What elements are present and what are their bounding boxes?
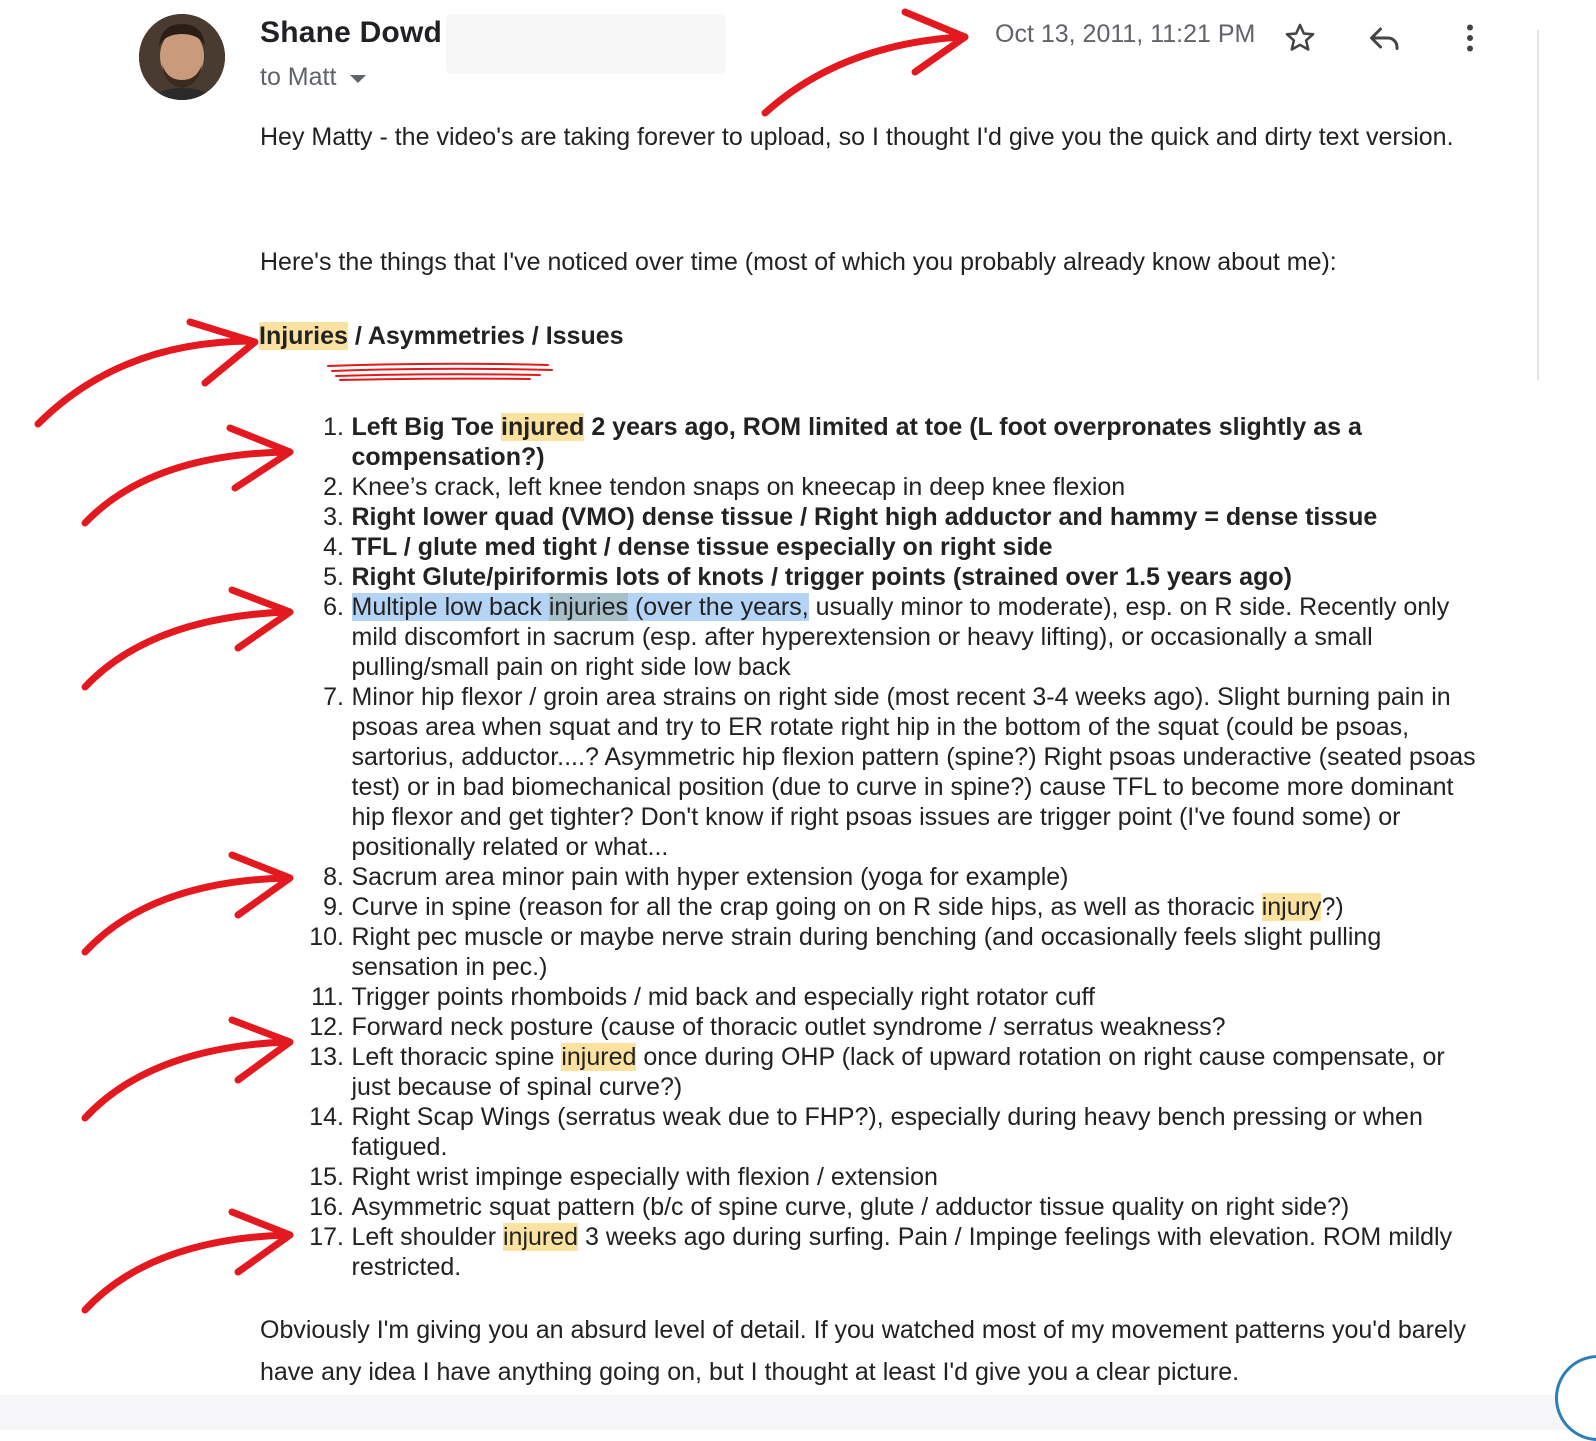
list-item-text: Asymmetric squat pattern (b/c of spine curve, glute / adductor tissue quality on right side?) bbox=[351, 1193, 1350, 1221]
list-item-number: 11. bbox=[311, 983, 344, 1011]
closing-paragraph: Obviously I'm giving you an absurd level of detail. If you watched most of my movement patterns you'd barely have any idea I have anything going on, but I thought at least I'd give you a clear picture. bbox=[260, 1316, 1466, 1386]
list-item-text: Right Scap Wings (serratus weak due to FHP?), especially during heavy bench pressing or when fatigued. bbox=[351, 1103, 1423, 1161]
list-item-text: Right Glute/piriformis lots of knots / trigger points (strained over 1.5 years ago) bbox=[351, 563, 1292, 591]
annotation-arrow-item-6 bbox=[85, 590, 290, 687]
text-segment: ?) bbox=[1321, 893, 1344, 921]
highlighted-term: injured bbox=[503, 1223, 579, 1251]
highlighted-term: injury bbox=[1261, 893, 1322, 921]
selected-text: Multiple low back bbox=[351, 593, 549, 621]
list-item-number: 5. bbox=[323, 563, 344, 591]
list-item-number: 12. bbox=[309, 1013, 344, 1041]
list-item-number: 9. bbox=[323, 893, 344, 921]
annotation-arrow-item-13 bbox=[85, 1020, 290, 1118]
list-item-text: Knee’s crack, left knee tendon snaps on kneecap in deep knee flexion bbox=[351, 473, 1126, 501]
selected-text: (over the years, bbox=[628, 593, 809, 621]
highlighted-term: injured bbox=[501, 413, 585, 441]
annotation-arrow-item-8 bbox=[85, 855, 290, 952]
list-item-number: 2. bbox=[323, 473, 344, 501]
list-item-number: 4. bbox=[323, 533, 344, 561]
annotation-arrow-item-1 bbox=[85, 428, 290, 523]
text-segment: 3 weeks ago during surfing. Pain / Impinge feelings with elevation. ROM mildly restricted. bbox=[351, 1223, 1453, 1281]
highlighted-term: Injuries bbox=[259, 322, 348, 350]
list-item-number: 15. bbox=[309, 1163, 344, 1191]
list-item-number: 8. bbox=[323, 863, 344, 891]
list-item-text: TFL / glute med tight / dense tissue especially on right side bbox=[351, 533, 1053, 561]
highlighted-term: injured bbox=[561, 1043, 637, 1071]
list-item-text: Sacrum area minor pain with hyper extension (yoga for example) bbox=[351, 863, 1069, 891]
list-item-text: Forward neck posture (cause of thoracic outlet syndrome / serratus weakness? bbox=[351, 1013, 1226, 1041]
list-item-text: Right pec muscle or maybe nerve strain during benching (and occasionally feels slight pulling sensation in pec.) bbox=[351, 923, 1382, 981]
list-item-number: 1. bbox=[323, 413, 344, 441]
list-item-number: 17. bbox=[309, 1223, 344, 1251]
list-item-number: 6. bbox=[323, 593, 344, 621]
list-item-number: 3. bbox=[323, 503, 344, 531]
annotation-underline bbox=[328, 364, 552, 380]
text-segment: usually minor to moderate), esp. on R side. Recently only mild discomfort in sacrum (esp. after hyperextension or heavy lifting), or occasionally a small pulling/small pain on right side low back bbox=[351, 593, 1450, 681]
list-item-number: 13. bbox=[309, 1043, 344, 1071]
text-segment: 2 years ago, ROM limited at toe (L foot overpronates slightly as a compensation?) bbox=[351, 413, 1362, 471]
list-item-number: 16. bbox=[309, 1193, 344, 1221]
message-date: Oct 13, 2011, 11:21 PM bbox=[995, 20, 1256, 48]
text-segment: Left thoracic spine bbox=[351, 1043, 562, 1071]
annotation-arrow-heading bbox=[38, 322, 255, 424]
text-segment: Left Big Toe bbox=[351, 413, 502, 441]
annotation-arrow-item-17 bbox=[85, 1212, 290, 1310]
list-item-number: 14. bbox=[309, 1103, 344, 1131]
list-item-number: 10. bbox=[309, 923, 344, 951]
text-segment: Curve in spine (reason for all the crap going on on R side hips, as well as thoracic bbox=[351, 893, 1262, 921]
sender-name: Shane Dowd bbox=[260, 16, 443, 49]
intro-paragraph: Hey Matty - the video's are taking forever to upload, so I thought I'd give you the quick and dirty text version. bbox=[260, 123, 1454, 151]
text-segment: Left shoulder bbox=[351, 1223, 503, 1251]
text-segment: once during OHP (lack of upward rotation on right cause compensate, or just because of spinal curve?) bbox=[351, 1043, 1445, 1101]
annotation-arrow-date bbox=[765, 12, 965, 113]
list-item-text: Right wrist impinge especially with flexion / extension bbox=[351, 1163, 938, 1191]
list-item-number: 7. bbox=[323, 683, 344, 711]
list-item-text: Right lower quad (VMO) dense tissue / Right high adductor and hammy = dense tissue bbox=[351, 503, 1378, 531]
recipient-label: to Matt bbox=[260, 63, 337, 91]
list-item-text: Trigger points rhomboids / mid back and especially right rotator cuff bbox=[351, 983, 1095, 1011]
selected-highlighted-term: injuries bbox=[548, 593, 629, 621]
list-item-text: Minor hip flexor / groin area strains on right side (most recent 3-4 weeks ago). Slight burning pain in psoas area when squat and try to ER rotate right hip in the bottom of the squat (could be psoas, sartorius, adductor....? Asymmetric hip flexion pattern (spine?) Right psoas underactive (seated psoas test) or in bad biomechanical position (due to curve in spine?) cause TFL to become more dominant hip flexor and get tighter? Don't know if right psoas issues are trigger point (I've found some) or positionally related or what... bbox=[351, 683, 1476, 861]
lead-paragraph: Here's the things that I've noticed over time (most of which you probably already know about me): bbox=[260, 248, 1337, 276]
heading-rest: / Asymmetries / Issues bbox=[347, 322, 624, 350]
